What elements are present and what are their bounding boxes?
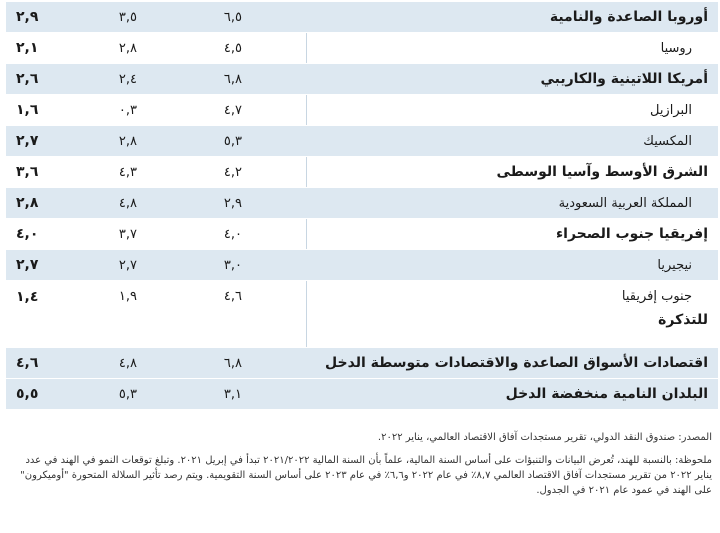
value-2021: ٣,٠ bbox=[214, 250, 307, 281]
value-2022: ٢,٨ bbox=[109, 126, 214, 157]
country-name-with-memo bbox=[306, 281, 718, 348]
table-row bbox=[6, 126, 718, 157]
value-2021: ٤,٧ bbox=[214, 95, 307, 126]
value-2022: ٣,٧ bbox=[109, 219, 214, 250]
value-2023: ٥,٥ bbox=[6, 379, 109, 410]
value-2022: ٢,٧ bbox=[109, 250, 214, 281]
value-2022: ٤,٨ bbox=[109, 188, 214, 219]
value-2022: ٢,٨ bbox=[109, 33, 214, 64]
value-2023: ٤,٦ bbox=[6, 348, 109, 379]
region-name: أوروبا الصاعدة والنامية bbox=[306, 2, 718, 33]
value-2023: ٢,١ bbox=[6, 33, 109, 64]
country-name: المملكة العربية السعودية bbox=[306, 188, 718, 219]
table-row bbox=[6, 379, 718, 410]
source-note: المصدر: صندوق النقد الدولي، تقرير مستجدات آفاق الاقتصاد العالمي، يناير ٢٠٢٢. bbox=[377, 432, 712, 443]
value-2021: ٣,١ bbox=[214, 379, 307, 410]
group-name: البلدان النامية منخفضة الدخل bbox=[306, 379, 718, 410]
value-2021: ٥,٣ bbox=[214, 126, 307, 157]
table-row bbox=[6, 188, 718, 219]
value-2023: ٢,٧ bbox=[6, 126, 109, 157]
value-2021: ٤,٠ bbox=[214, 219, 307, 250]
growth-table bbox=[6, 2, 718, 410]
country-name: جنوب إفريقيا bbox=[621, 289, 692, 304]
memo-label: للتذكرة bbox=[658, 312, 708, 328]
footnote: ملحوظة: بالنسبة للهند، تُعرض البيانات والتنبؤات على أساس السنة المالية، علماً بأن السنة المالية ٢٠٢١/٢٠٢٢ تبدأ في إبريل ٢٠٢١. وتبلغ توقعات النمو في الهند في عدد يناير ٢٠٢٢ من تقرير مستجدات آفاق الاقتصاد العالمي ٨,٧٪ في عام ٢٠٢٢ و٦,٦٪ في عام ٢٠٢٣ على أساس السنة التقويمية. ويتم رصد تأثير السلالة المتحورة "أوميكرون" على الهند في عمود عام ٢٠٢١ في الجدول. bbox=[20, 455, 712, 496]
value-2023: ٢,٦ bbox=[6, 64, 109, 95]
table-row bbox=[6, 2, 718, 33]
value-2021: ٦,٥ bbox=[214, 2, 307, 33]
country-name: روسيا bbox=[306, 33, 718, 64]
country-name: البرازيل bbox=[306, 95, 718, 126]
table-row bbox=[6, 281, 718, 348]
value-2021: ٤,٦ bbox=[214, 281, 307, 348]
value-2023: ١,٤ bbox=[6, 281, 109, 348]
region-name: إفريقيا جنوب الصحراء bbox=[306, 219, 718, 250]
table-notes bbox=[8, 430, 712, 506]
table-row bbox=[6, 250, 718, 281]
value-2022: ٣,٥ bbox=[109, 2, 214, 33]
country-name: نيجيريا bbox=[306, 250, 718, 281]
value-2022: ٥,٣ bbox=[109, 379, 214, 410]
value-2021: ٢,٩ bbox=[214, 188, 307, 219]
group-name: اقتصادات الأسواق الصاعدة والاقتصادات متوسطة الدخل bbox=[306, 348, 718, 379]
value-2021: ٦,٨ bbox=[214, 348, 307, 379]
country-name: المكسيك bbox=[306, 126, 718, 157]
value-2022: ٤,٨ bbox=[109, 348, 214, 379]
table-row bbox=[6, 64, 718, 95]
value-2022: ١,٩ bbox=[109, 281, 214, 348]
value-2023: ٣,٦ bbox=[6, 157, 109, 188]
value-2022: ٢,٤ bbox=[109, 64, 214, 95]
table-row bbox=[6, 95, 718, 126]
table-row bbox=[6, 348, 718, 379]
table-row bbox=[6, 219, 718, 250]
value-2023: ٢,٩ bbox=[6, 2, 109, 33]
value-2023: ١,٦ bbox=[6, 95, 109, 126]
region-name: أمريكا اللاتينية والكاريبي bbox=[306, 64, 718, 95]
value-2021: ٦,٨ bbox=[214, 64, 307, 95]
value-2021: ٤,٢ bbox=[214, 157, 307, 188]
region-name: الشرق الأوسط وآسيا الوسطى bbox=[306, 157, 718, 188]
value-2023: ٤,٠ bbox=[6, 219, 109, 250]
value-2022: ٠,٣ bbox=[109, 95, 214, 126]
table-row bbox=[6, 157, 718, 188]
table-row bbox=[6, 33, 718, 64]
value-2023: ٢,٨ bbox=[6, 188, 109, 219]
value-2023: ٢,٧ bbox=[6, 250, 109, 281]
value-2021: ٤,٥ bbox=[214, 33, 307, 64]
value-2022: ٤,٣ bbox=[109, 157, 214, 188]
